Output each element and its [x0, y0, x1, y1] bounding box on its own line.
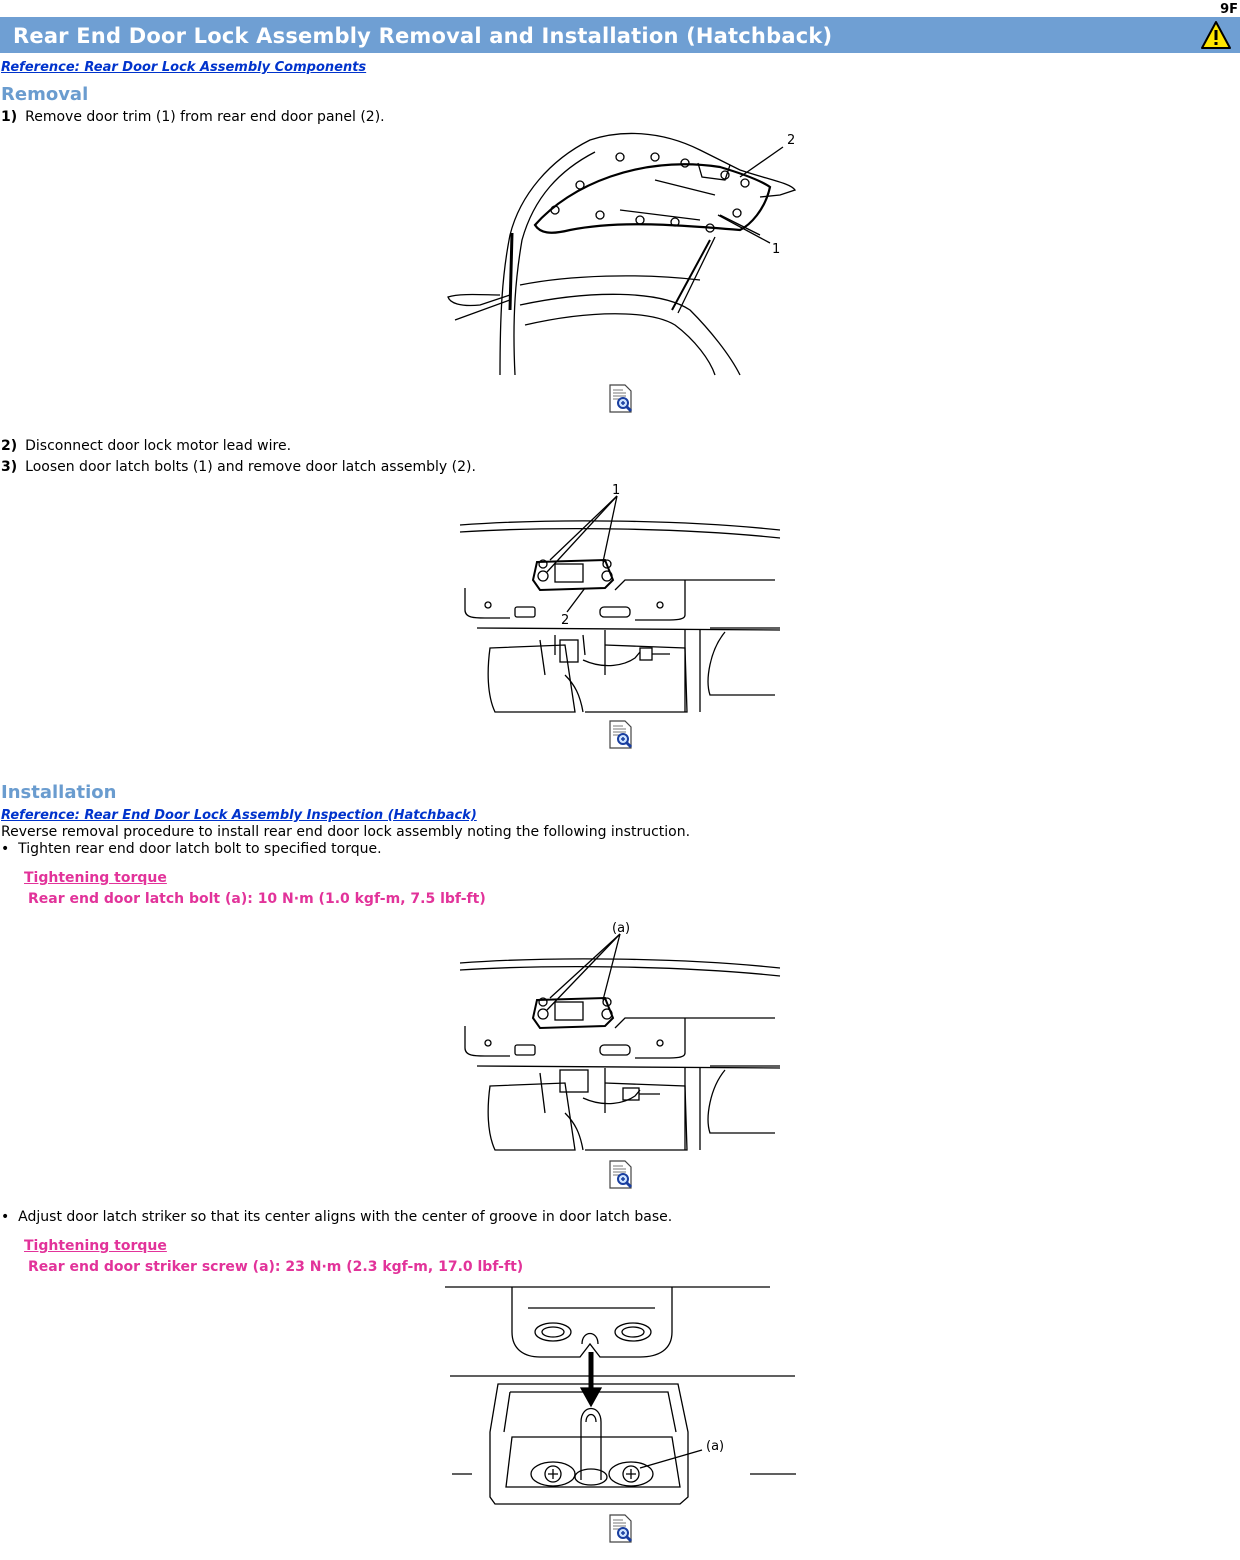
zoom-document-icon[interactable] [608, 1514, 634, 1544]
figure-door-latch [455, 480, 785, 715]
step-text: Remove door trim (1) from rear end door panel (2). [25, 109, 385, 125]
step-text: Loosen door latch bolts (1) and remove door latch assembly (2). [25, 459, 476, 475]
figure3-label-bolt: (a) [612, 921, 631, 936]
removal-step-3 [1, 459, 476, 475]
removal-heading: Removal [1, 84, 89, 105]
reference-link-components[interactable]: Reference: Rear Door Lock Assembly Components [1, 60, 367, 75]
figure2-label-bolts: 1 [612, 483, 621, 498]
installation-bullet-1 [1, 841, 382, 857]
zoom-document-icon[interactable] [608, 1160, 634, 1190]
warning-icon [1200, 20, 1232, 50]
bullet: • [1, 1209, 19, 1225]
torque-heading-2: Tightening torque [24, 1238, 167, 1254]
reference-link-inspection[interactable]: Reference: Rear End Door Lock Assembly Inspection (Hatchback) [1, 808, 477, 823]
section-code: 9F [1220, 2, 1238, 17]
installation-intro: Reverse removal procedure to install rear end door lock assembly noting the following instruction. [1, 824, 691, 840]
figure-rear-door-trim [440, 125, 810, 380]
step-number: 2) [1, 438, 18, 454]
torque-value-1: Rear end door latch bolt (a): 10 N·m (1.0 kgf-m, 7.5 lbf-ft) [28, 891, 486, 907]
installation-bullet-2 [1, 1209, 672, 1225]
bullet: • [1, 841, 19, 857]
figure-door-striker [440, 1282, 805, 1512]
step-number: 1) [1, 109, 18, 125]
bullet-text: Adjust door latch striker so that its center aligns with the center of groove in door latch base. [18, 1209, 673, 1225]
figure1-label-panel: 2 [787, 133, 796, 148]
bullet-text: Tighten rear end door latch bolt to specified torque. [18, 841, 382, 857]
step-number: 3) [1, 459, 18, 475]
zoom-document-icon[interactable] [608, 384, 634, 414]
figure4-label-screw: (a) [706, 1439, 725, 1454]
torque-value-2: Rear end door striker screw (a): 23 N·m (2.3 kgf-m, 17.0 lbf-ft) [28, 1259, 524, 1275]
page-title: Rear End Door Lock Assembly Removal and Installation (Hatchback) [13, 24, 833, 48]
figure2-label-assembly: 2 [561, 613, 570, 628]
removal-step-1 [1, 109, 385, 125]
installation-heading: Installation [1, 782, 117, 803]
torque-heading-1: Tightening torque [24, 870, 167, 886]
removal-step-2 [1, 438, 291, 454]
step-text: Disconnect door lock motor lead wire. [25, 438, 292, 454]
figure1-label-trim: 1 [772, 242, 781, 257]
zoom-document-icon[interactable] [608, 720, 634, 750]
figure-latch-bolt-torque [455, 918, 785, 1156]
